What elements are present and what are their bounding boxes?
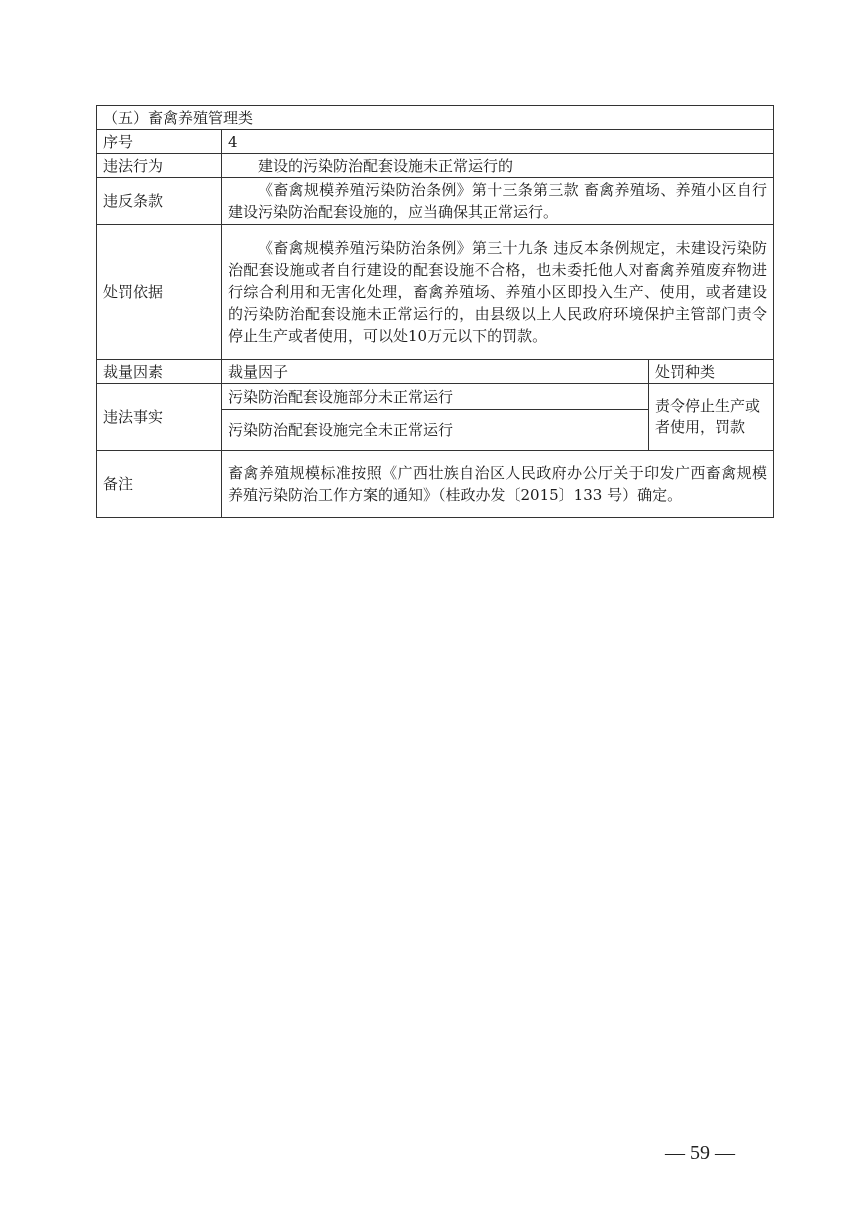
- fact-row-1: [97, 384, 774, 410]
- behavior-value: 建设的污染防治配套设施未正常运行的: [222, 154, 774, 178]
- remark-label: 备注: [97, 451, 222, 518]
- page-number: — 59 —: [665, 1142, 735, 1164]
- factor-column-header: 裁量因子: [222, 360, 649, 384]
- basis-label: 处罚依据: [97, 225, 222, 360]
- basis-value: 《畜禽规模养殖污染防治条例》第三十九条 违反本条例规定，未建设污染防治配套设施或者自行建设的配套设施不合格，也未委托他人对畜禽养殖废弃物进行综合利用和无害化处理，畜禽养殖场、养殖小区即投入生产、使用，或者建设的污染防治配套设施未正常运行的，由县级以上人民政府环境保护主管部门责令停止生产或者使用，可以处10万元以下的罚款。: [222, 225, 774, 360]
- facts-label: 违法事实: [97, 384, 222, 451]
- fact-item-2: 污染防治配套设施完全未正常运行: [222, 410, 649, 451]
- fact-item-1: 污染防治配套设施部分未正常运行: [222, 384, 649, 410]
- remark-row: [97, 451, 774, 518]
- serial-label: 序号: [97, 130, 222, 154]
- basis-row: [97, 225, 774, 360]
- penalty-column-header: 处罚种类: [649, 360, 774, 384]
- penalty-standard-table: [96, 105, 774, 518]
- factors-header-label: 裁量因素: [97, 360, 222, 384]
- facts-penalty: 责令停止生产或者使用，罚款: [649, 384, 774, 451]
- behavior-label: 违法行为: [97, 154, 222, 178]
- clause-label: 违反条款: [97, 178, 222, 225]
- remark-value: 畜禽养殖规模标准按照《广西壮族自治区人民政府办公厅关于印发广西畜禽规模养殖污染防治工作方案的通知》（桂政办发〔2015〕133 号）确定。: [222, 451, 774, 518]
- section-title-row: [97, 106, 774, 130]
- factors-header-row: [97, 360, 774, 384]
- section-title: （五）畜禽养殖管理类: [97, 106, 774, 130]
- serial-value: 4: [222, 130, 774, 154]
- behavior-row: [97, 154, 774, 178]
- clause-row: [97, 178, 774, 225]
- serial-row: [97, 130, 774, 154]
- clause-value: 《畜禽规模养殖污染防治条例》第十三条第三款 畜禽养殖场、养殖小区自行建设污染防治配套设施的，应当确保其正常运行。: [222, 178, 774, 225]
